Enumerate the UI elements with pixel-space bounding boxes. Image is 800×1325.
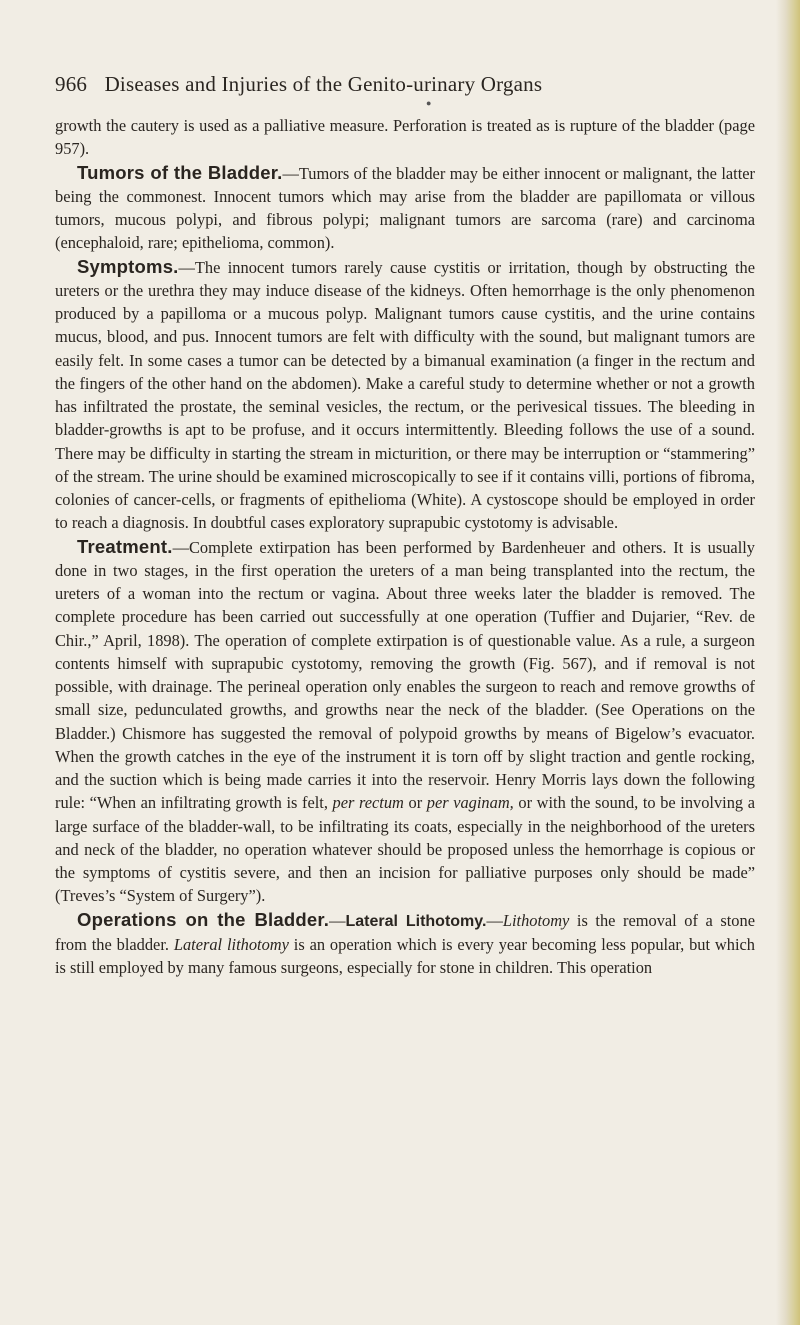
paragraph-continuation: growth the cautery is used as a palliative measure. Perforation is treated as is rupture of the bladder (page 957).: [55, 116, 755, 159]
print-mark: ●: [426, 98, 432, 108]
body-text: [55, 114, 755, 979]
page-header: [55, 72, 755, 97]
section-heading-treatment: Treatment.: [77, 535, 173, 557]
running-title: Diseases and Injuries of the Genito-urinary Organs: [104, 72, 543, 96]
paragraph-tumors: Tumors of the Bladder.—Tumors of the bladder may be either innocent or malignant, the latter being the commonest. Innocent tumors which may arise from the bladder are papillomata or villous tumors, mucous polypi, and fibrous polypi; malignant tumors are sarcoma (rare) and carcinoma (encephaloid, rare; epithelioma, common).: [55, 161, 755, 253]
page-number: 966: [55, 72, 88, 96]
paragraph-operations: Operations on the Bladder.—Lateral Lithotomy.—Lithotomy is the removal of a stone from the bladder. Lateral lithotomy is an operation which is every year becoming less popular, but which is still employed by many famous surgeons, especially for stone in children. This operation: [55, 908, 755, 977]
section-heading-operations: Operations on the Bladder.: [77, 908, 330, 930]
paragraph-symptoms: Symptoms.—The innocent tumors rarely cause cystitis or irritation, though by obstructing the ureters or the urethra they may induce disease of the kidneys. Often hemorrhage is the only phenomenon produced by a papilloma or a mucous polyp. Malignant tumors cause cystitis, and the urine contains mucus, blood, and pus. Innocent tumors are felt with difficulty with the sound, but malignant tumors are easily felt. In some cases a tumor can be detected by a bimanual examination (a finger in the rectum and the fingers of the other hand on the abdomen). Make a careful study to determine whether or not a growth has infiltrated the prostate, the seminal vesicles, the rectum, or the perivesical tissues. The bleeding in bladder-growths is apt to be profuse, and it occurs intermittently. Bleeding follows the use of a sound. There may be difficulty in starting the stream in micturition, or there may be interruption or “stammering” of the stream. The urine should be examined microscopically to see if it contains villi, portions of fibroma, colonies of cancer-cells, or fragments of epithelioma (White). A cystoscope should be employed in order to reach a diagnosis. In doubtful cases exploratory suprapubic cystotomy is advisable.: [55, 255, 755, 533]
section-heading-symptoms: Symptoms.: [77, 255, 179, 277]
section-heading-tumors: Tumors of the Bladder.: [77, 161, 283, 183]
paragraph-treatment: Treatment.—Complete extirpation has been performed by Bardenheuer and others. It is usually done in two stages, in the first operation the ureters of a man being transplanted into the rectum, the ureters of a woman into the rectum or vagina. About three weeks later the bladder is removed. The complete procedure has been carried out successfully at one operation (Tuffier and Dujarier, “Rev. de Chir.,” April, 1898). The operation of complete extirpation is of questionable value. As a rule, a surgeon contents himself with suprapubic cystotomy, removing the growth (Fig. 567), and if removal is not possible, with drainage. The perineal operation only enables the surgeon to reach and remove growths of small size, pedunculated growths, and growths near the neck of the bladder. (See Operations on the Bladder.) Chismore has suggested the removal of polypoid growths by means of Bigelow’s evacuator. When the growth catches in the eye of the instrument it is torn off by slight traction and gentle rocking, and the suction which is being made carries it into the reservoir. Henry Morris lays down the following rule: “When an infiltrating growth is felt, per rectum or per vaginam, or with the sound, to be involving a large surface of the bladder-wall, to be infiltrating its coats, especially in the neighborhood of the ureters and neck of the bladder, no operation whatever should be proposed unless the hemorrhage is copious or the symptoms of cystitis severe, and then an incision for palliative purposes only should be made” (Treves’s “System of Surgery”).: [55, 535, 755, 906]
page-edge: [776, 0, 800, 1325]
subheading-lateral-lithotomy: Lateral Lithotomy.: [345, 912, 487, 930]
